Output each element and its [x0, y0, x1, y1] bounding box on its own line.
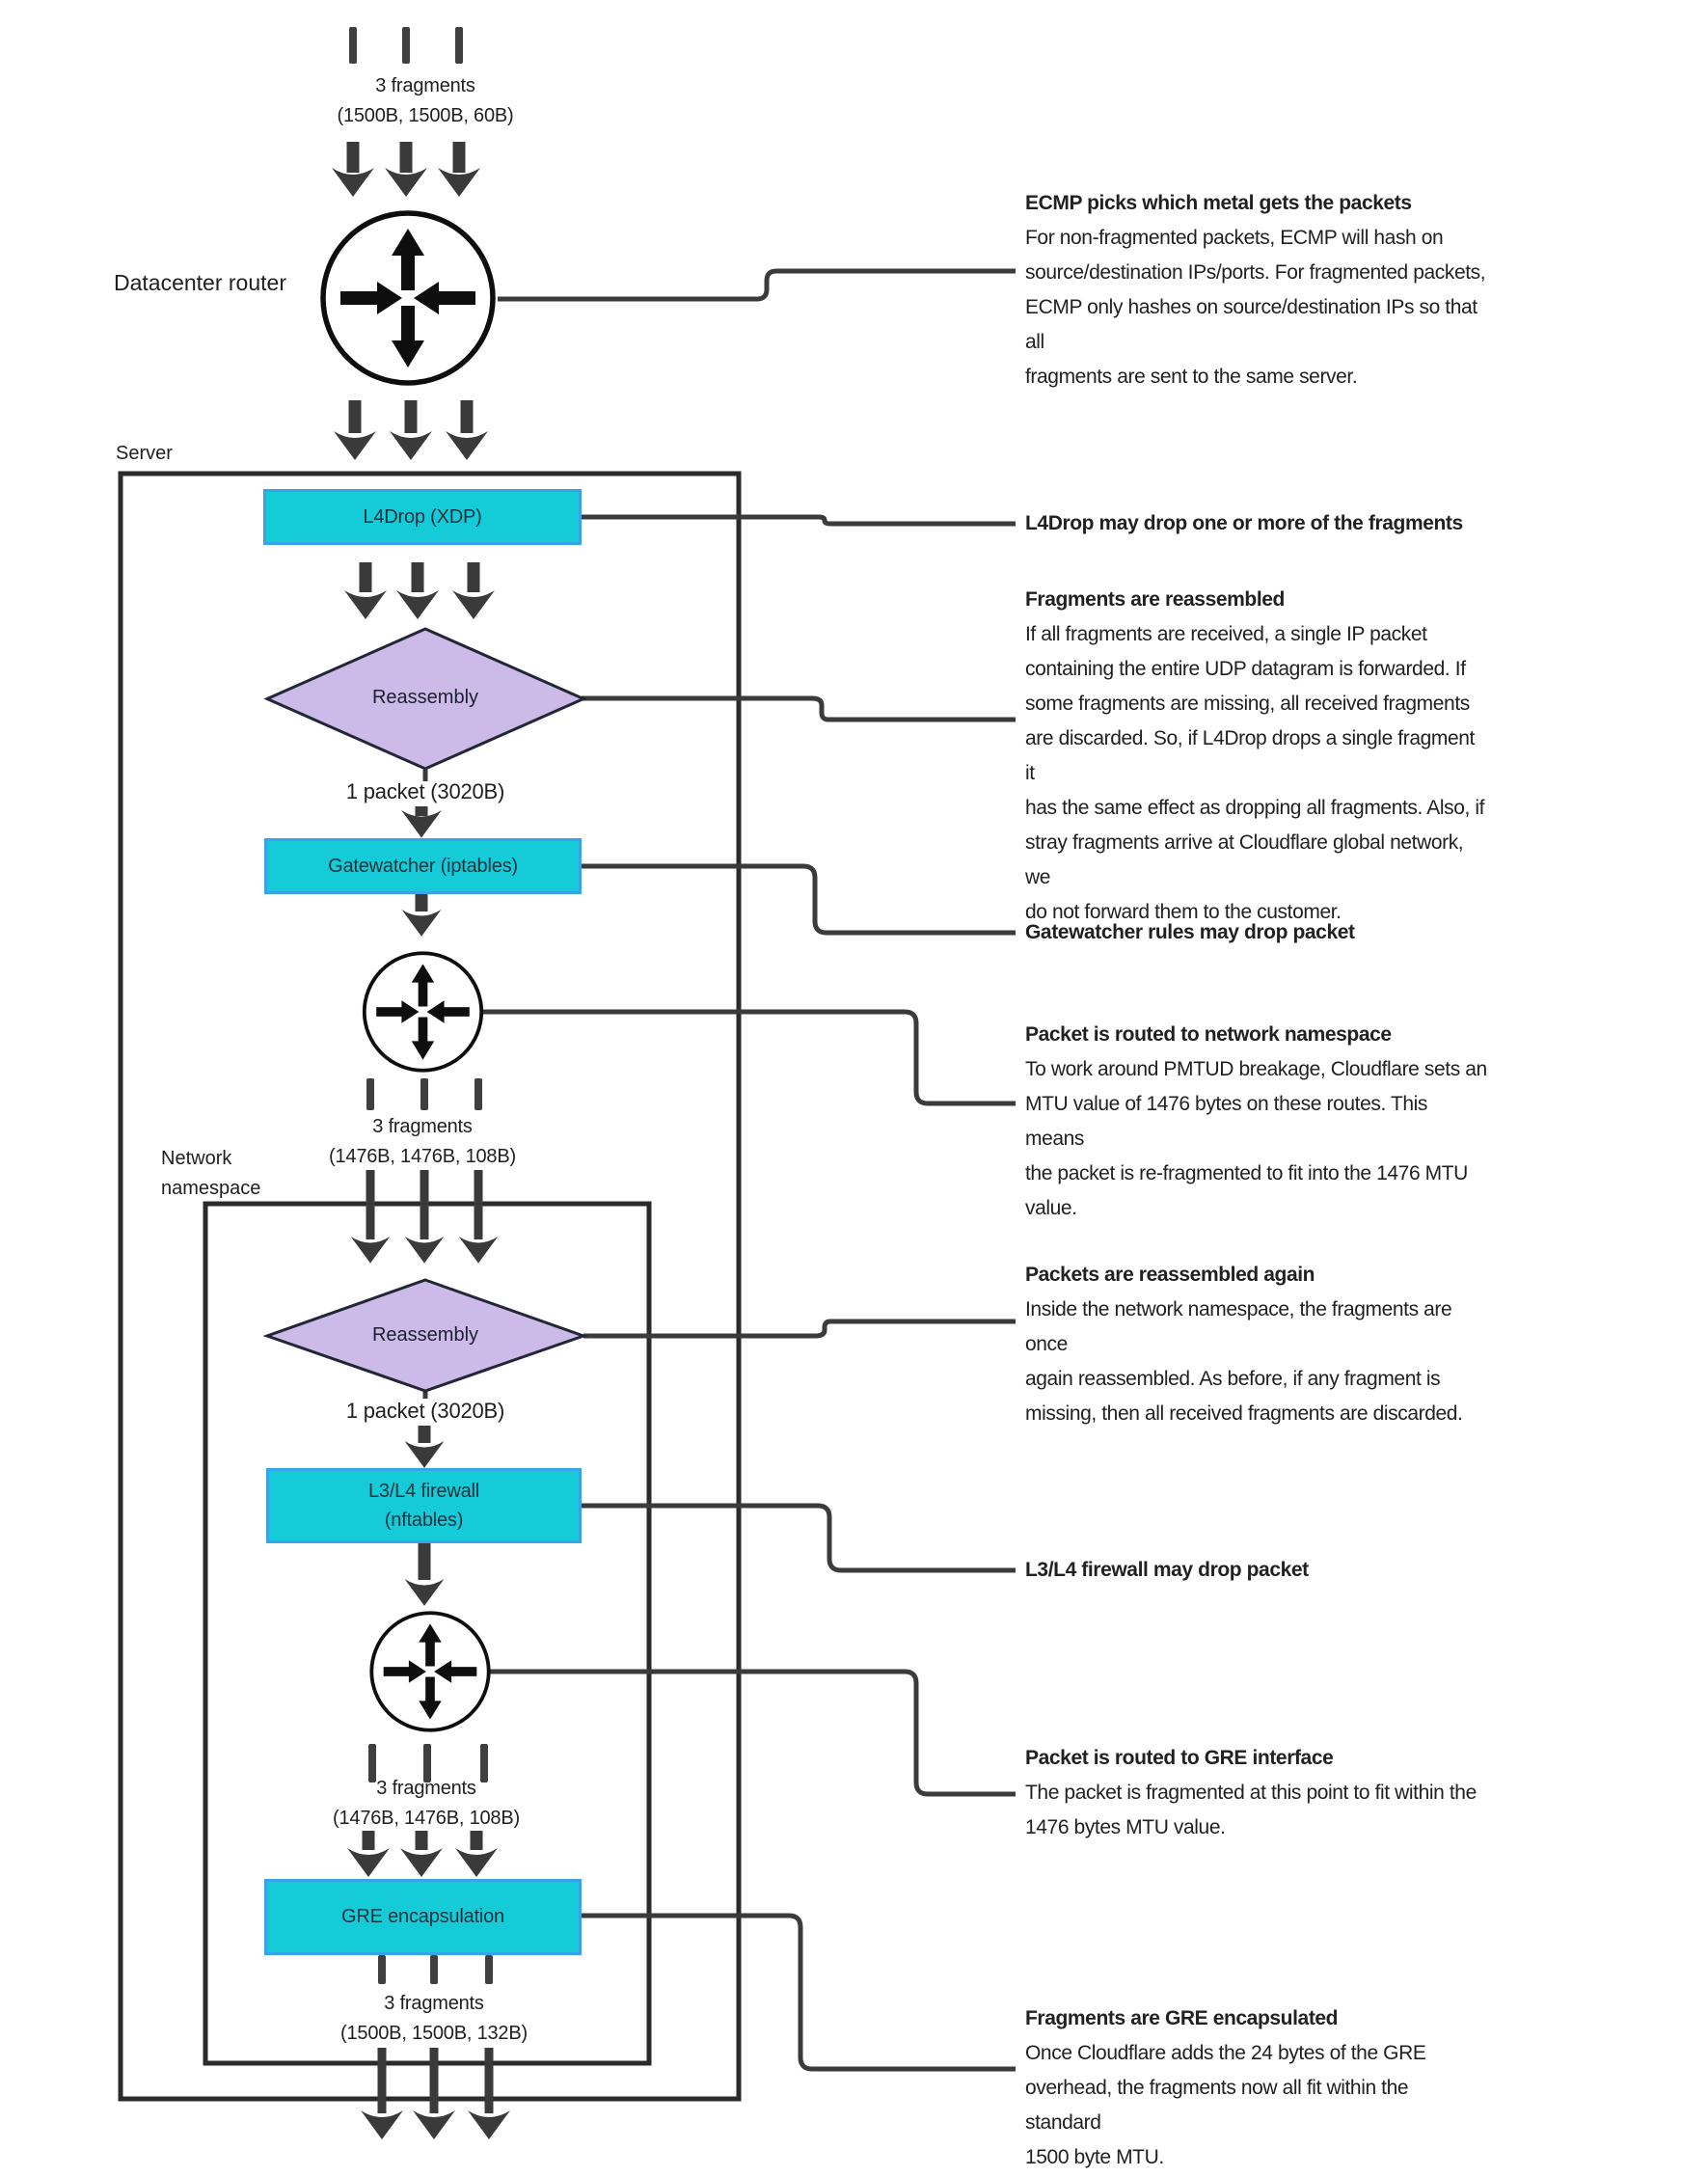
annotation-line: missing, then all received fragments are discarded.: [1025, 1402, 1463, 1425]
fragment-count: 3 fragments: [376, 1778, 476, 1799]
annotation-line: For non-fragmented packets, ECMP will hash on: [1025, 227, 1444, 249]
annotation-firewall: [1025, 1553, 1488, 1588]
fragment-sizes: (1476B, 1476B, 108B): [329, 1146, 516, 1167]
gre-label: GRE encapsulation: [341, 1906, 504, 1927]
annotation-ecmp: [1025, 186, 1488, 395]
annotation-line: To work around PMTUD breakage, Cloudflare sets an: [1025, 1058, 1487, 1080]
datacenter-router-label: Datacenter router: [114, 270, 286, 295]
annotation-reassembled: [1025, 583, 1488, 930]
annotation-line: MTU value of 1476 bytes on these routes. This means: [1025, 1093, 1428, 1150]
l3l4-firewall-node: [266, 1468, 582, 1543]
annotation-line: 1500 byte MTU.: [1025, 2146, 1164, 2168]
annotation-line: Inside the network namespace, the fragments are once: [1025, 1298, 1452, 1355]
fragments-label-input: [271, 71, 580, 131]
annotation-heading: Fragments are reassembled: [1025, 588, 1285, 611]
connector-gatewatcher: [582, 866, 1016, 933]
annotation-line: source/destination IPs/ports. For fragmented packets,: [1025, 261, 1486, 284]
annotation-line: stray fragments arrive at Cloudflare global network, we: [1025, 831, 1464, 888]
annotation-line: do not forward them to the customer.: [1025, 901, 1342, 923]
packet1-label: 1 packet (3020B): [345, 779, 505, 803]
fragment-count: 3 fragments: [372, 1116, 473, 1137]
annotation-line: The packet is fragmented at this point to fit within the: [1025, 1782, 1477, 1804]
firewall-label-line1: L3/L4 firewall: [367, 1481, 480, 1502]
gatewatcher-node: [264, 838, 582, 894]
annotation-heading: ECMP picks which metal gets the packets: [1025, 192, 1412, 214]
annotation-line: If all fragments are received, a single IP packet: [1025, 623, 1427, 645]
connector-ecmp: [498, 271, 1016, 299]
annotation-heading: Packets are reassembled again: [1025, 1264, 1315, 1286]
fragment-sizes: (1500B, 1500B, 60B): [337, 105, 514, 126]
firewall-label-line2: (nftables): [384, 1510, 464, 1531]
gatewatcher-label: Gatewatcher (iptables): [328, 855, 518, 877]
annotation-line: some fragments are missing, all received fragments: [1025, 693, 1470, 715]
annotation-gatewatcher: [1025, 915, 1488, 950]
fragment-sizes: (1500B, 1500B, 132B): [340, 2023, 528, 2044]
annotation-line: fragments are sent to the same server.: [1025, 366, 1358, 388]
annotation-gre-route: [1025, 1741, 1488, 1845]
connector-l4drop: [582, 517, 1016, 524]
annotation-l4drop: [1025, 506, 1488, 541]
fragments-label-after-router: [268, 1112, 577, 1172]
packet2-label: 1 packet (3020B): [345, 1399, 505, 1423]
annotation-line: are discarded. So, if L4Drop drops a single fragment it: [1025, 727, 1475, 784]
annotation-line: the packet is re-fragmented to fit into the 1476 MTU: [1025, 1162, 1468, 1184]
reassembly1-label: Reassembly: [371, 687, 479, 708]
fragment-count: 3 fragments: [375, 75, 475, 96]
fragment-count: 3 fragments: [384, 1993, 484, 2014]
annotation-heading: Packet is routed to GRE interface: [1025, 1747, 1334, 1769]
annotation-netns-route: [1025, 1018, 1488, 1226]
annotation-line: 1476 bytes MTU value.: [1025, 1816, 1226, 1838]
l4drop-node: [263, 489, 582, 545]
annotation-line: containing the entire UDP datagram is forwarded. If: [1025, 658, 1466, 680]
annotation-heading: Fragments are GRE encapsulated: [1025, 2007, 1339, 2029]
annotation-line: ECMP only hashes on source/destination IPs so that all: [1025, 296, 1478, 353]
network-namespace-label: Network namespace: [161, 1148, 261, 1199]
annotation-line: has the same effect as dropping all fragments. Also, if: [1025, 797, 1485, 819]
annotation-line: value.: [1025, 1197, 1077, 1219]
router-icon: [365, 953, 481, 1070]
router-icon: [323, 213, 493, 383]
annotation-line: overhead, the fragments now all fit within the standard: [1025, 2077, 1409, 2134]
annotation-reassembled-again: [1025, 1258, 1488, 1431]
fragments-label-after-gre: [280, 1989, 588, 2049]
fragment-sizes: (1476B, 1476B, 108B): [333, 1808, 520, 1829]
annotation-line: Once Cloudflare adds the 24 bytes of the GRE: [1025, 2042, 1426, 2064]
server-label: Server: [116, 443, 173, 464]
gre-encapsulation-node: [264, 1879, 582, 1955]
connector-netns-route: [482, 1012, 1016, 1103]
annotation-heading: Gatewatcher rules may drop packet: [1025, 921, 1355, 943]
annotation-heading: L4Drop may drop one or more of the fragments: [1025, 512, 1463, 534]
annotation-gre-encap: [1025, 2001, 1488, 2175]
router-icon: [371, 1613, 488, 1729]
l4drop-label: L4Drop (XDP): [363, 505, 482, 528]
annotation-heading: Packet is routed to network namespace: [1025, 1023, 1392, 1046]
annotation-heading: L3/L4 firewall may drop packet: [1025, 1559, 1309, 1581]
connector-reassembly1: [582, 698, 1016, 720]
fragments-label-before-gre: [272, 1774, 581, 1834]
reassembly2-label: Reassembly: [371, 1324, 479, 1346]
annotation-line: again reassembled. As before, if any fragment is: [1025, 1368, 1441, 1390]
